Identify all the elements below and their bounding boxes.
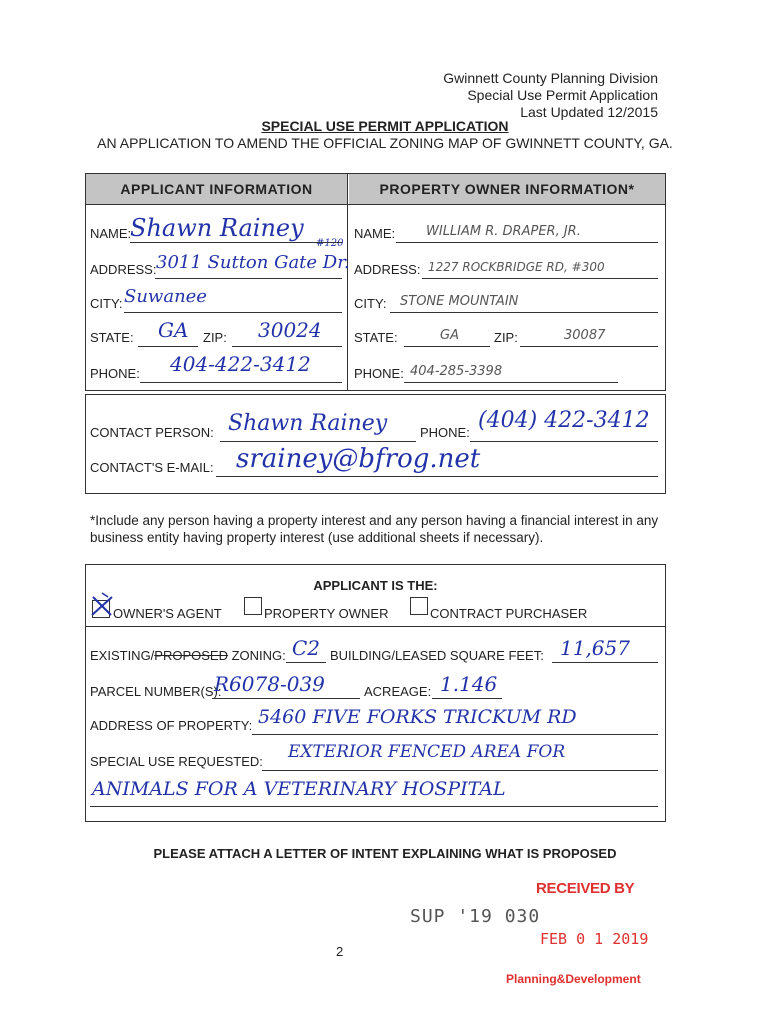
owner-state-value[interactable]: GA — [440, 328, 459, 343]
form-title: SPECIAL USE PERMIT APPLICATION — [261, 118, 509, 134]
contact-phone-label: PHONE: — [420, 425, 470, 440]
sup-number: SUP '19 030 — [410, 906, 541, 927]
applicant-city-line — [124, 312, 342, 313]
applicant-zip-line — [232, 346, 342, 347]
applicant-address-value[interactable]: 3011 Sutton Gate Dr. — [156, 252, 350, 273]
owners-agent-checkbox[interactable] — [92, 600, 110, 618]
owner-phone-line — [404, 382, 618, 383]
zoning-value[interactable]: C2 — [292, 636, 321, 660]
contact-phone-value[interactable]: (404) 422-3412 — [478, 408, 650, 433]
owner-state-label: STATE: — [354, 330, 398, 345]
contract-purchaser-label: CONTRACT PURCHASER — [430, 606, 588, 621]
applicant-zip-label: ZIP: — [203, 330, 227, 345]
zoning-label: EXISTING/PROPOSED ZONING: — [90, 648, 286, 663]
owner-state-line — [404, 346, 490, 347]
owner-city-label: CITY: — [354, 296, 387, 311]
applicant-state-value[interactable]: GA — [158, 318, 189, 342]
header-line-2: Special Use Permit Application — [467, 87, 658, 103]
check-mark-icon — [90, 591, 114, 617]
column-divider — [347, 173, 348, 391]
sqft-value[interactable]: 11,657 — [560, 636, 630, 660]
parcel-value[interactable]: R6078-039 — [214, 672, 325, 696]
contact-email-value[interactable]: srainey@bfrog.net — [236, 444, 481, 474]
received-date: FEB 0 1 2019 — [540, 930, 649, 948]
contact-person-value[interactable]: Shawn Rainey — [228, 411, 388, 436]
applicant-state-label: STATE: — [90, 330, 134, 345]
owner-phone-label: PHONE: — [354, 366, 404, 381]
owner-name-line — [396, 242, 658, 243]
applicant-address-label: ADDRESS: — [90, 262, 157, 277]
property-address-value[interactable]: 5460 FIVE FORKS TRICKUM RD — [258, 706, 577, 728]
acreage-line — [432, 698, 502, 699]
owner-zip-value[interactable]: 30087 — [564, 328, 606, 343]
owner-name-label: NAME: — [354, 226, 396, 241]
owner-zip-label: ZIP: — [494, 330, 518, 345]
owner-phone-value[interactable]: 404-285-3398 — [410, 364, 503, 379]
contact-email-line — [216, 476, 658, 477]
owner-name-value[interactable]: WILLIAM R. DRAPER, JR. — [426, 224, 581, 239]
header-line-3: Last Updated 12/2015 — [520, 104, 658, 120]
applicant-address-line — [155, 278, 342, 279]
applicant-state-line — [138, 346, 198, 347]
owner-city-line — [390, 312, 658, 313]
use-line-2 — [90, 806, 658, 807]
header-line-1: Gwinnett County Planning Division — [443, 70, 658, 86]
header-block — [443, 70, 658, 121]
use-label: SPECIAL USE REQUESTED: — [90, 754, 263, 769]
owners-agent-label: OWNER'S AGENT — [113, 606, 222, 621]
owner-address-line — [422, 278, 658, 279]
use-line-1 — [262, 770, 658, 771]
footnote: *Include any person having a property interest and any person having a financial interest in any business entity having property interest (use additional sheets if necessary). — [90, 513, 659, 545]
department-stamp: Planning&Development — [506, 972, 641, 986]
parcel-label: PARCEL NUMBER(S): — [90, 684, 222, 699]
received-stamp: RECEIVED BY — [536, 880, 635, 897]
property-owner-checkbox[interactable] — [244, 597, 262, 615]
applicant-city-value[interactable]: Suwanee — [124, 286, 207, 307]
applicant-name-value[interactable]: Shawn Rainey — [130, 214, 304, 242]
property-address-label: ADDRESS OF PROPERTY: — [90, 718, 253, 733]
heading-rule — [85, 204, 666, 205]
contact-person-line — [220, 441, 416, 442]
form-subtitle: AN APPLICATION TO AMEND THE OFFICIAL ZONING MAP OF GWINNETT COUNTY, GA. — [97, 135, 673, 151]
owner-address-label: ADDRESS: — [354, 262, 421, 277]
owner-zip-line — [520, 346, 658, 347]
contact-phone-line — [470, 441, 658, 442]
applicant-zip-value[interactable]: 30024 — [258, 318, 322, 342]
applicant-name-label: NAME: — [90, 226, 132, 241]
applicant-city-label: CITY: — [90, 296, 123, 311]
applicant-phone-label: PHONE: — [90, 366, 140, 381]
owner-address-value[interactable]: 1227 ROCKBRIDGE RD, #300 — [428, 260, 605, 274]
contact-person-label: CONTACT PERSON: — [90, 425, 214, 440]
contact-email-label: CONTACT'S E-MAIL: — [90, 460, 214, 475]
attach-note: PLEASE ATTACH A LETTER OF INTENT EXPLAINING WHAT IS PROPOSED — [153, 846, 617, 861]
applicant-phone-value[interactable]: 404-422-3412 — [170, 352, 311, 376]
acreage-value[interactable]: 1.146 — [440, 672, 498, 696]
property-address-line — [252, 734, 658, 735]
contract-purchaser-checkbox[interactable] — [410, 597, 428, 615]
applicant-name-line — [130, 242, 342, 243]
applicant-suite-value: #120 — [316, 238, 344, 249]
use-value-line-2[interactable]: ANIMALS FOR A VETERINARY HOSPITAL — [92, 778, 506, 800]
use-value-line-1[interactable]: EXTERIOR FENCED AREA FOR — [288, 742, 566, 762]
property-owner-label: PROPERTY OWNER — [264, 606, 389, 621]
owner-heading: PROPERTY OWNER INFORMATION* — [349, 174, 665, 204]
applicant-phone-line — [140, 382, 342, 383]
acreage-label: ACREAGE: — [364, 684, 432, 699]
applicant-heading: APPLICANT INFORMATION — [86, 174, 347, 204]
applicant-is-heading: APPLICANT IS THE: — [313, 578, 438, 593]
sqft-line — [552, 662, 658, 663]
applicant-type-rule — [85, 626, 666, 627]
sqft-label: BUILDING/LEASED SQUARE FEET: — [330, 648, 544, 663]
parcel-line — [212, 698, 360, 699]
owner-city-value[interactable]: STONE MOUNTAIN — [400, 294, 519, 309]
zoning-line — [286, 662, 326, 663]
page-number: 2 — [336, 944, 344, 959]
